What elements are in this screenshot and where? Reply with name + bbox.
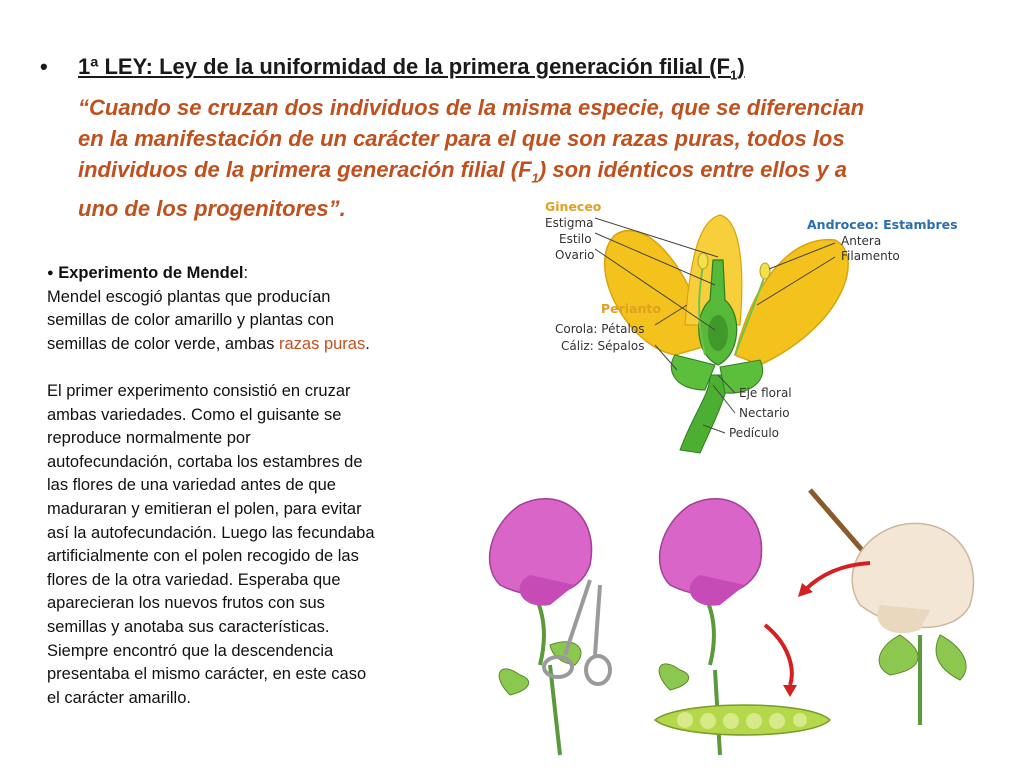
label-corola: Corola: Pétalos (555, 322, 645, 336)
ovule (708, 315, 728, 351)
anther (698, 253, 708, 269)
p2-line: así la autofecundación. Luego las fecundaba (47, 523, 375, 542)
label-ovario: Ovario (555, 248, 595, 262)
quote-subscript: 1 (531, 170, 539, 186)
law-title-text: 1ª LEY: Ley de la uniformidad de la primera generación filial (F (78, 54, 730, 79)
label-antera: Antera (841, 234, 882, 248)
white-flower (852, 523, 973, 725)
p2-line: presentaba el mismo carácter, en este caso (47, 665, 367, 684)
label-androceo: Androceo: Estambres (807, 217, 958, 232)
label-perianto: Perianto (601, 301, 661, 316)
experiment-heading-text: Experimento de Mendel (58, 264, 244, 282)
experiment-bullet: ● (47, 267, 54, 279)
quote-line-3a: individuos de la primera generación filial (F (78, 157, 532, 182)
anther (760, 263, 770, 279)
razas-puras-highlight: razas puras (279, 334, 366, 353)
p1-line-1: Mendel escogió plantas que producían (47, 287, 331, 306)
quote-line-4: uno de los progenitores”. (78, 196, 346, 222)
label-pediculo: Pedículo (729, 426, 780, 440)
result-arrow (765, 625, 792, 685)
law-title-close: ) (737, 54, 745, 79)
flower-diagram (525, 195, 985, 460)
cross-pollination-illustration (480, 485, 1000, 765)
quote-line-1: “Cuando se cruzan dos individuos de la misma especie, que se diferencian (78, 95, 865, 120)
quote-line-2: en la manifestación de un carácter para el que son razas puras, todos los (78, 126, 845, 151)
quote-line-3b: ) son idénticos entre ellos y a (538, 157, 847, 182)
arrow-head (783, 685, 797, 697)
p1-line-3 (47, 333, 457, 357)
p1-line-2: semillas de color amarillo y plantas con (47, 311, 335, 330)
p2-line: autofecundación, cortaba los estambres de (47, 452, 363, 471)
p2-line: flores de la otra variedad. Esperaba que (47, 570, 341, 589)
p2-line: ambas variedades. Como el guisante se (47, 405, 342, 424)
p2-line: artificialmente con el polen recogido de las (47, 547, 359, 566)
law-title (78, 54, 745, 82)
p2-line: aparecieran los nuevos frutos con sus (47, 594, 325, 613)
experiment-heading (47, 262, 457, 286)
label-caliz: Cáliz: Sépalos (561, 339, 645, 353)
p2-line: El primer experimento consistió en cruzar (47, 381, 351, 400)
p2-line: el carácter amarillo. (47, 688, 191, 707)
label-gineceo: Gineceo (545, 199, 602, 214)
bullet: • (40, 54, 48, 79)
label-estigma: Estigma (545, 216, 594, 230)
label-nectario: Nectario (739, 406, 790, 420)
experiment-text (47, 262, 457, 710)
p1-line-3b: . (365, 334, 370, 353)
p2-line: Siempre encontró que la descendencia (47, 641, 334, 660)
law-title-subscript: 1 (730, 67, 738, 83)
label-eje-floral: Eje floral (739, 386, 792, 400)
experiment-heading-colon: : (243, 264, 249, 282)
label-estilo: Estilo (559, 232, 592, 246)
pea-pod (655, 705, 830, 735)
quote-line-3 (78, 154, 988, 193)
label-filamento: Filamento (841, 249, 900, 263)
p1-line-3a: semillas de color verde, ambas (47, 334, 280, 353)
petal-right (735, 240, 848, 365)
p2-line: maduraran y emitieran el polen, para evitar (47, 499, 362, 518)
p2-line: las flores de una variedad antes de que (47, 476, 336, 495)
p2-line: semillas y anotaba sus características. (47, 617, 330, 636)
p2-line: reproduce normalmente por (47, 429, 251, 448)
